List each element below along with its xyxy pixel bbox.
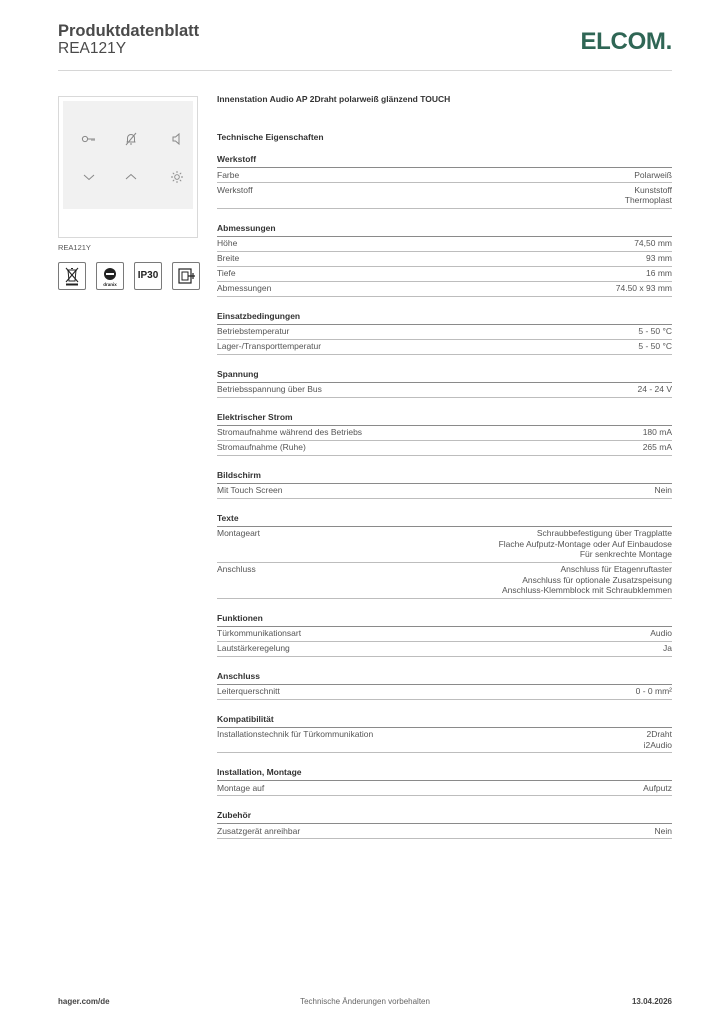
spec-value — [663, 643, 672, 654]
spec-value-line: Anschluss für Etagenruftaster — [560, 564, 672, 574]
spec-value-line: Kunststoff — [634, 184, 672, 195]
spec-row — [217, 642, 672, 657]
spec-label: Montage auf — [217, 782, 265, 793]
spec-row — [217, 426, 672, 441]
page-title: Produktdatenblatt — [58, 22, 200, 40]
dranix-badge — [96, 262, 124, 290]
section-heading: Zubehör — [217, 810, 672, 824]
page-header — [58, 20, 672, 71]
spec-label: Stromaufnahme (Ruhe) — [217, 442, 306, 452]
footer-date: 13.04.2026 — [631, 997, 672, 1006]
spec-section — [217, 311, 672, 355]
spec-value-line: Anschluss-Klemmblock mit Schraubklemmen — [501, 585, 672, 595]
section-heading: Texte — [217, 513, 672, 527]
bell-off-icon — [123, 131, 139, 147]
spec-value — [646, 268, 672, 279]
spec-value-line: Für senkrechte Montage — [579, 549, 672, 559]
spec-section — [217, 513, 672, 599]
spec-value — [650, 628, 672, 639]
spec-value — [634, 170, 672, 181]
spec-value-line: Nein — [654, 825, 672, 836]
spec-value — [643, 442, 672, 453]
spec-row — [217, 824, 672, 839]
section-heading: Funktionen — [217, 613, 672, 627]
spec-row — [217, 252, 672, 267]
product-image — [58, 96, 198, 238]
footer-disclaimer: Technische Änderungen vorbehalten — [300, 997, 430, 1006]
spec-row — [217, 441, 672, 456]
spec-value — [643, 783, 672, 794]
dranix-label: dranix — [103, 282, 117, 287]
section-heading: Bildschirm — [217, 470, 672, 484]
spec-section — [217, 767, 672, 796]
section-heading: Kompatibilität — [217, 714, 672, 728]
spec-row — [217, 183, 672, 209]
spec-label: Mit Touch Screen — [217, 485, 283, 495]
spec-label: Lager-/Transporttemperatur — [217, 341, 322, 351]
section-heading: Installation, Montage — [217, 767, 672, 781]
spec-row — [217, 685, 672, 700]
spec-content — [217, 94, 672, 839]
spec-row — [217, 728, 672, 754]
spec-value — [616, 283, 672, 294]
spec-label: Breite — [217, 253, 240, 263]
spec-row — [217, 282, 672, 297]
key-icon — [81, 131, 97, 147]
spec-value-line: Aufputz — [643, 782, 672, 793]
spec-label: Installationstechnik für Türkommunikation — [217, 729, 374, 739]
spec-row — [217, 484, 672, 499]
section-heading: Werkstoff — [217, 154, 672, 168]
spec-value-line: Audio — [650, 628, 672, 638]
spec-section — [217, 154, 672, 209]
spec-value — [636, 686, 672, 697]
spec-value-line: 5 - 50 °C — [638, 326, 672, 336]
section-heading: Spannung — [217, 369, 672, 383]
spec-value-line: 265 mA — [642, 442, 672, 452]
spec-value — [502, 564, 672, 596]
spec-label: Lautstärkeregelung — [217, 643, 290, 653]
section-heading: Abmessungen — [217, 223, 672, 237]
spec-section — [217, 223, 672, 297]
spec-section — [217, 613, 672, 657]
spec-value-line: i2Audio — [643, 739, 672, 750]
spec-value — [638, 341, 672, 352]
spec-value-line: Nein — [654, 485, 672, 495]
section-heading: Einsatzbedingungen — [217, 311, 672, 325]
spec-value — [655, 485, 672, 496]
spec-value-line: Anschluss für optionale Zusatzspeisung — [522, 574, 672, 585]
spec-value — [655, 826, 672, 837]
spec-label: Farbe — [217, 169, 240, 180]
product-code: REA121Y — [58, 40, 127, 57]
spec-section — [217, 470, 672, 499]
spec-section — [217, 369, 672, 398]
spec-label: Tiefe — [217, 268, 236, 278]
spec-value-line: 0 - 0 mm² — [635, 686, 672, 696]
spec-label: Leiterquerschnitt — [217, 686, 280, 696]
box-plug-icon — [172, 262, 200, 290]
spec-value-line: 2Draht — [646, 729, 672, 739]
spec-row — [217, 563, 672, 599]
weee-bin-icon — [58, 262, 86, 290]
spec-row — [217, 325, 672, 340]
spec-section — [217, 810, 672, 839]
spec-value-line: 180 mA — [642, 427, 672, 437]
footer-website: hager.com/de — [58, 997, 110, 1006]
spec-label: Montageart — [217, 528, 260, 538]
ip-rating-badge — [134, 262, 162, 290]
spec-value-line: 93 mm — [646, 253, 672, 263]
spec-value — [625, 185, 672, 206]
spec-value-line: 16 mm — [646, 268, 672, 278]
spec-value-line: Flache Aufputz-Montage oder Auf Einbaudose — [498, 538, 672, 549]
spec-value-line: Thermoplast — [624, 195, 672, 205]
image-caption: REA121Y — [58, 243, 91, 252]
spec-row — [217, 627, 672, 642]
spec-row — [217, 340, 672, 355]
spec-value — [638, 384, 673, 395]
device-panel — [63, 101, 193, 209]
chevron-up-icon — [123, 169, 139, 185]
product-title: Innenstation Audio AP 2Draht polarweiß glänzend TOUCH — [217, 94, 451, 104]
spec-label: Stromaufnahme während des Betriebs — [217, 427, 363, 437]
spec-row — [217, 527, 672, 563]
spec-value — [643, 427, 672, 438]
ip-rating-label: IP30 — [137, 270, 159, 281]
spec-value — [644, 729, 672, 750]
spec-value — [634, 238, 672, 249]
brightness-icon — [169, 169, 185, 185]
spec-row — [217, 168, 672, 183]
spec-value-line: Polarweiß — [634, 169, 672, 180]
tech-properties-heading: Technische Eigenschaften — [217, 132, 324, 142]
spec-section — [217, 412, 672, 456]
spec-value — [638, 326, 672, 337]
spec-value-line: Schraubbefestigung über Tragplatte — [536, 528, 672, 538]
spec-value-line: Ja — [663, 643, 672, 653]
spec-label: Türkommunikationsart — [217, 628, 302, 638]
elcom-logo: ELCOM. — [580, 28, 672, 55]
section-heading: Anschluss — [217, 671, 672, 685]
chevron-down-icon — [81, 169, 97, 185]
spec-label: Zusatzgerät anreihbar — [217, 825, 301, 836]
spec-label: Anschluss — [217, 564, 256, 574]
spec-row — [217, 781, 672, 796]
spec-label: Werkstoff — [217, 184, 253, 195]
spec-row — [217, 237, 672, 252]
spec-label: Abmessungen — [217, 283, 272, 293]
spec-label: Höhe — [217, 238, 238, 248]
spec-value-line: 74,50 mm — [634, 238, 672, 248]
spec-row — [217, 383, 672, 398]
spec-value — [499, 528, 672, 560]
spec-row — [217, 267, 672, 282]
speaker-icon — [169, 131, 185, 147]
section-heading: Elektrischer Strom — [217, 412, 672, 426]
spec-label: Betriebsspannung über Bus — [217, 384, 322, 394]
spec-label: Betriebstemperatur — [217, 326, 290, 336]
spec-value-line: 5 - 50 °C — [638, 341, 672, 351]
spec-section — [217, 714, 672, 754]
spec-value-line: 24 - 24 V — [637, 384, 672, 394]
spec-value-line: 74.50 x 93 mm — [615, 283, 672, 293]
spec-value — [646, 253, 672, 264]
spec-section — [217, 671, 672, 700]
